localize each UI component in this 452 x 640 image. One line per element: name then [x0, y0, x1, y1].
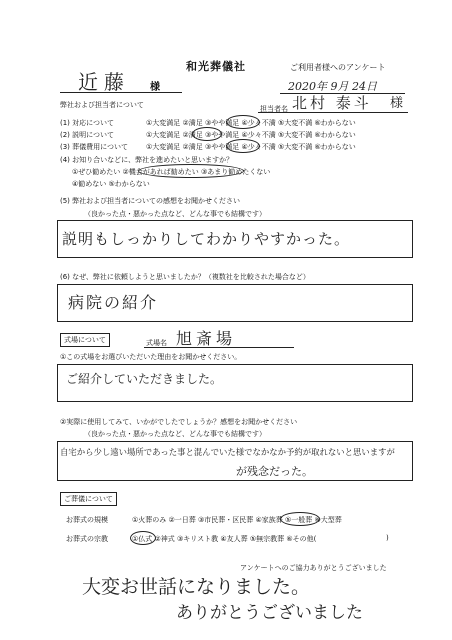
- staff-label: 担当者名: [260, 105, 288, 113]
- staff-name-underline: [258, 112, 408, 113]
- section1-title: 弊社および担当者について: [60, 101, 144, 109]
- venue-name-label: 式場名: [146, 339, 167, 347]
- q4-options-line2: ④勧めない ⑤わからない: [72, 180, 150, 188]
- q6-title: (6) なぜ、弊社に依頼しようと思いましたか？（複数社を比較された場合など）: [60, 273, 310, 281]
- staff-honorific: 様: [390, 96, 404, 111]
- venue-q1: ①この式場をお選びいただいた理由をお聞かせください。: [60, 353, 242, 361]
- q5-title: (5) 弊社および担当者についての感想をお聞かせください: [60, 197, 240, 205]
- q3-label: (3) 葬儀費用について: [60, 143, 129, 151]
- funeral-scale-answer-circle: [280, 512, 320, 526]
- company-name: 和光葬儀社: [186, 60, 246, 73]
- q3-options: ①大変満足 ②満足 ③やや満足 ④少々不満 ⑤大変不満 ⑥わからない: [146, 143, 356, 151]
- q1-options: ①大変満足 ②満足 ③やや満足 ④少々不満 ⑤大変不満 ⑥わからない: [146, 119, 356, 127]
- customer-name: 近藤: [78, 70, 130, 94]
- venue-name-underline: [144, 347, 294, 348]
- funeral-religion-close: ): [386, 534, 389, 542]
- funeral-scale-options: ①火葬のみ ②一日葬 ③市民葬・区民葬 ④家族葬 ⑤一般葬 ⑥大型葬: [132, 516, 342, 524]
- q1-label: (1) 対応について: [60, 119, 115, 127]
- funeral-scale-label: お葬式の規模: [66, 516, 108, 524]
- survey-title: ご利用者様へのアンケート: [290, 63, 386, 72]
- q5-answer: 説明もしっかりしてわかりやすかった。: [62, 230, 351, 248]
- funeral-religion-label: お葬式の宗教: [66, 535, 108, 543]
- venue-section-tag: 式場について: [60, 333, 110, 347]
- q1-answer-circle: [226, 115, 260, 129]
- q5-subtitle: （良かった点・悪かった点など、どんな事でも結構です）: [84, 210, 266, 218]
- customer-name-underline: [60, 92, 182, 93]
- q3-answer-circle: [226, 139, 260, 153]
- q2-options: ①大変満足 ②満足 ③やや満足 ④少々不満 ⑤大変不満 ⑥わからない: [146, 131, 356, 139]
- venue-q2-subtitle: （良かった点・悪かった点など、どんな事でも結構です）: [84, 430, 266, 438]
- customer-honorific: 様: [150, 82, 160, 93]
- footer-handwritten-line2: ありがとうございました: [176, 603, 363, 623]
- venue-q2: ②実際に使用してみて、いかがでしたでしょうか？感想をお聞かせください: [60, 418, 298, 426]
- funeral-religion-options: ①仏式 ②神式 ③キリスト教 ④友人葬 ⑤無宗教葬 ⑥その他(: [132, 535, 317, 543]
- q4-answer-circle: [138, 164, 244, 178]
- venue-q1-answer: ご紹介していただきました。: [66, 372, 223, 386]
- footer-handwritten-line1: 大変お世話になりました。: [82, 576, 311, 598]
- q6-answer: 病院の紹介: [68, 293, 159, 312]
- staff-name: 北村 泰斗: [292, 94, 372, 112]
- footer-thanks: アンケートへのご協力ありがとうございました: [240, 564, 387, 572]
- venue-q2-answer-line2: が残念だった。: [236, 465, 313, 478]
- funeral-section-tag: ご葬儀について: [60, 492, 117, 506]
- venue-q2-answer-line1: 自宅から少し遠い場所であった事と混んでいた様でなかなか予約が取れないと思いますが: [60, 447, 395, 457]
- funeral-religion-answer-circle: [130, 531, 156, 545]
- survey-date: 2020年 9月 24日: [288, 80, 377, 93]
- venue-name: 旭斎場: [176, 329, 237, 348]
- q2-label: (2) 説明について: [60, 131, 115, 139]
- q4-options-line1: ①ぜひ勧めたい ②機会があれば勧めたい ③あまり勧めたくない: [72, 168, 271, 176]
- q4-label: (4) お知り合いなどに、弊社を進めたいと思いますか？: [60, 156, 234, 164]
- q2-answer-circle: [192, 127, 222, 141]
